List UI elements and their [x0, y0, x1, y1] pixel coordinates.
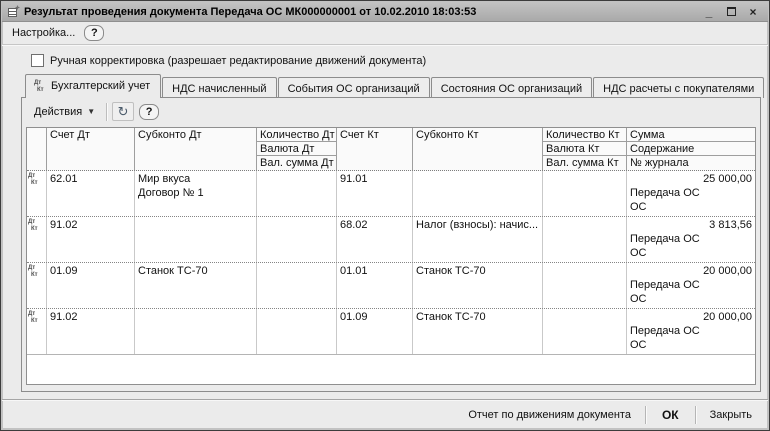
tab-os-states[interactable] [431, 77, 592, 98]
amount-cell: 25 000,00 Передача ОС ОС [630, 173, 752, 213]
debit-account-cell: 91.02 [47, 309, 135, 354]
maximize-icon [727, 7, 736, 16]
tab-label: НДС расчеты с покупателями [603, 82, 755, 95]
movements-table [26, 127, 756, 385]
dtkt-icon: Дт Кт [34, 79, 44, 93]
settings-menu-item[interactable]: Настройка... [12, 27, 76, 39]
credit-account-cell: 01.01 [337, 263, 413, 308]
table-row[interactable] [27, 309, 755, 355]
footer-separator [645, 406, 646, 424]
tab-label: Состояния ОС организаций [440, 82, 583, 95]
row-type-cell [27, 217, 47, 262]
debit-quantity-cell [257, 263, 337, 308]
dtkt-icon: Дт Кт [28, 173, 38, 186]
table-row[interactable] [27, 217, 755, 263]
refresh-icon: ↻ [117, 104, 129, 119]
tab-label: НДС начисленный [172, 82, 267, 95]
credit-quantity-cell [543, 309, 627, 354]
document-posting-icon [7, 5, 20, 18]
table-header [27, 128, 755, 171]
dtkt-icon: Дт Кт [28, 219, 38, 232]
header-credit-account[interactable]: Счет Кт [337, 128, 413, 170]
menubar-help-button[interactable]: ? [84, 25, 104, 41]
maximize-button[interactable] [724, 5, 738, 19]
credit-quantity-cell [543, 217, 627, 262]
menubar [2, 22, 768, 45]
header-debit-account[interactable]: Счет Дт [47, 128, 135, 170]
tab-label: События ОС организаций [287, 82, 420, 95]
footer-bar [2, 399, 768, 429]
table-row[interactable] [27, 171, 755, 217]
dtkt-icon: Дт Кт [28, 265, 38, 278]
debit-account-cell: 91.02 [47, 217, 135, 262]
tab-accounting[interactable] [25, 74, 161, 98]
header-debit-subconto[interactable]: Субконто Дт [135, 128, 257, 170]
tab-panel [21, 97, 761, 392]
refresh-button[interactable] [112, 102, 134, 121]
credit-account-cell: 68.02 [337, 217, 413, 262]
credit-quantity-cell [543, 171, 627, 216]
credit-subconto-cell: Станок ТС-70 [413, 309, 543, 354]
tab-vat-buyers[interactable] [593, 77, 764, 98]
credit-account-cell: 01.09 [337, 309, 413, 354]
chevron-down-icon: ▼ [87, 107, 96, 116]
debit-account-cell: 01.09 [47, 263, 135, 308]
header-credit-subconto[interactable]: Субконто Кт [413, 128, 543, 170]
amount-cell: 3 813,56 Передача ОС ОС [630, 219, 752, 259]
debit-quantity-cell [257, 217, 337, 262]
header-debit-quantity[interactable]: Количество Дт Валюта Дт Вал. сумма Дт [257, 128, 337, 170]
credit-subconto-cell: Налог (взносы): начис... [413, 217, 543, 262]
titlebar [2, 2, 768, 22]
footer-close-button[interactable]: Закрыть [709, 408, 752, 421]
minimize-button[interactable]: _ [705, 4, 713, 19]
toolbar-separator [106, 103, 107, 121]
credit-quantity-cell [543, 263, 627, 308]
close-button[interactable]: × [749, 4, 757, 19]
dtkt-icon: Дт Кт [28, 311, 38, 324]
debit-subconto-cell: Станок ТС-70 [135, 263, 257, 308]
tab-label: Бухгалтерский учет [51, 80, 151, 92]
row-type-cell [27, 263, 47, 308]
debit-subconto-cell: Мир вкуса Договор № 1 [135, 171, 257, 216]
manual-correction-row [31, 54, 426, 67]
debit-quantity-cell [257, 309, 337, 354]
debit-subconto-cell [135, 217, 257, 262]
footer-separator [695, 406, 696, 424]
tab-os-events[interactable] [278, 77, 430, 98]
table-row[interactable] [27, 263, 755, 309]
credit-subconto-cell [413, 171, 543, 216]
header-amount[interactable]: Сумма Содержание № журнала [627, 128, 755, 170]
credit-subconto-cell: Станок ТС-70 [413, 263, 543, 308]
window-title: Результат проведения документа Передача ОС МК000000001 от 10.02.2010 18:03:53 [24, 5, 477, 18]
debit-account-cell: 62.01 [47, 171, 135, 216]
ok-button[interactable]: ОК [661, 407, 679, 422]
manual-correction-label: Ручная корректировка (разрешает редактирование движений документа) [50, 54, 427, 67]
actions-button[interactable] [28, 103, 101, 121]
debit-quantity-cell [257, 171, 337, 216]
amount-cell: 20 000,00 Передача ОС ОС [630, 311, 752, 351]
toolbar-help-button[interactable]: ? [139, 104, 159, 120]
actions-label: Действия [34, 105, 83, 118]
row-type-cell [27, 309, 47, 354]
row-type-cell [27, 171, 47, 216]
header-icon-column [27, 128, 47, 170]
debit-subconto-cell [135, 309, 257, 354]
movements-report-button[interactable]: Отчет по движениям документа [468, 408, 631, 421]
table-toolbar [22, 98, 760, 125]
tab-bar [25, 74, 755, 98]
credit-account-cell: 91.01 [337, 171, 413, 216]
amount-cell: 20 000,00 Передача ОС ОС [630, 265, 752, 305]
header-credit-quantity[interactable]: Количество Кт Валюта Кт Вал. сумма Кт [543, 128, 627, 170]
manual-correction-checkbox[interactable] [31, 54, 44, 67]
tab-vat-accrued[interactable] [162, 77, 276, 98]
